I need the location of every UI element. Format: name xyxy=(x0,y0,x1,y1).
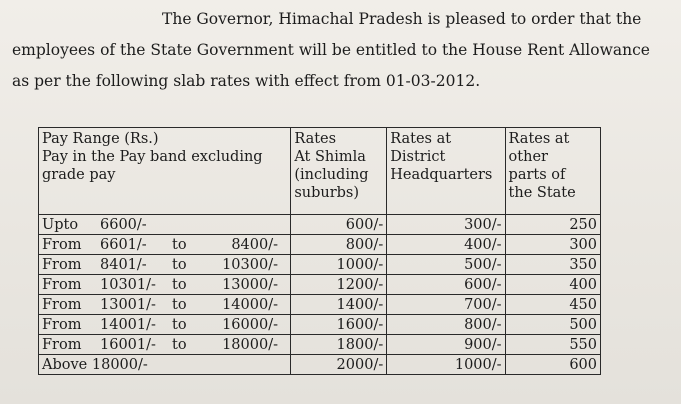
range-to-word: to xyxy=(172,256,187,273)
range-from: 8401/- xyxy=(100,256,147,273)
shimla-rate: 600/- xyxy=(291,215,387,235)
header-district xyxy=(387,128,505,215)
header-other xyxy=(505,128,600,215)
table-row xyxy=(39,295,601,315)
shimla-rate: 1800/- xyxy=(291,335,387,355)
header-shimla-line: suburbs) xyxy=(294,185,360,201)
header-shimla-line: At Shimla xyxy=(294,149,366,165)
range-to-word: to xyxy=(172,296,187,313)
header-shimla-line: (including xyxy=(294,167,369,183)
table-row xyxy=(39,255,601,275)
notice-paragraph xyxy=(12,4,676,97)
range-label: Above 18000/- xyxy=(42,356,148,373)
range-to-word: to xyxy=(172,276,187,293)
range-to-word: to xyxy=(172,336,187,353)
range-to: 13000/- xyxy=(222,276,278,293)
range-to: 14000/- xyxy=(222,296,278,313)
pay-range-cell xyxy=(39,315,291,335)
other-rate: 500 xyxy=(505,315,600,335)
range-label: From xyxy=(42,336,82,353)
other-rate: 300 xyxy=(505,235,600,255)
range-from: 10301/- xyxy=(100,276,156,293)
pay-range-cell xyxy=(39,255,291,275)
shimla-rate: 1400/- xyxy=(291,295,387,315)
range-label: From xyxy=(42,276,82,293)
pay-range-cell xyxy=(39,275,291,295)
other-rate: 350 xyxy=(505,255,600,275)
district-rate: 800/- xyxy=(387,315,505,335)
header-district-line: Rates at xyxy=(390,131,452,147)
header-district-line: Headquarters xyxy=(390,167,493,183)
range-from: 13001/- xyxy=(100,296,156,313)
shimla-rate: 800/- xyxy=(291,235,387,255)
table-header-row xyxy=(39,128,601,215)
header-pay-range-line: Pay in the Pay band excluding xyxy=(42,149,263,165)
district-rate: 900/- xyxy=(387,335,505,355)
district-rate: 700/- xyxy=(387,295,505,315)
range-from: 16001/- xyxy=(100,336,156,353)
pay-range-cell xyxy=(39,295,291,315)
other-rate: 400 xyxy=(505,275,600,295)
range-label: From xyxy=(42,316,82,333)
pay-range-cell xyxy=(39,215,291,235)
range-to-word: to xyxy=(172,236,187,253)
shimla-rate: 2000/- xyxy=(291,355,387,375)
table-row xyxy=(39,315,601,335)
other-rate: 250 xyxy=(505,215,600,235)
notice-line-2: employees of the State Government will be entitled to the House Rent Allowance xyxy=(12,41,650,59)
shimla-rate: 1000/- xyxy=(291,255,387,275)
pay-range-cell xyxy=(39,335,291,355)
notice-line-3: as per the following slab rates with effect from 01-03-2012. xyxy=(12,72,481,90)
table-row xyxy=(39,235,601,255)
table-row xyxy=(39,355,601,375)
other-rate: 450 xyxy=(505,295,600,315)
shimla-rate: 1600/- xyxy=(291,315,387,335)
header-pay-range-line: grade pay xyxy=(42,167,116,183)
range-label: From xyxy=(42,236,82,253)
pay-range-cell xyxy=(39,355,291,375)
district-rate: 600/- xyxy=(387,275,505,295)
range-to-word: to xyxy=(172,316,187,333)
range-to: 10300/- xyxy=(222,256,278,273)
header-other-line: the State xyxy=(508,185,576,201)
table-row xyxy=(39,275,601,295)
hra-rates-table xyxy=(38,127,601,375)
range-label: From xyxy=(42,256,82,273)
range-label: From xyxy=(42,296,82,313)
other-rate: 550 xyxy=(505,335,600,355)
header-shimla xyxy=(291,128,387,215)
header-other-line: other xyxy=(508,149,548,165)
header-other-line: Rates at xyxy=(508,131,570,147)
table-row xyxy=(39,335,601,355)
range-from: 6600/- xyxy=(100,216,147,233)
pay-range-cell xyxy=(39,235,291,255)
district-rate: 300/- xyxy=(387,215,505,235)
table-row xyxy=(39,215,601,235)
range-from: 14001/- xyxy=(100,316,156,333)
shimla-rate: 1200/- xyxy=(291,275,387,295)
notice-line-1: The Governor, Himachal Pradesh is pleased to order that the xyxy=(162,10,642,28)
header-pay-range-line: Pay Range (Rs.) xyxy=(42,131,159,147)
header-shimla-line: Rates xyxy=(294,131,337,147)
range-label: Upto xyxy=(42,216,79,233)
range-to: 18000/- xyxy=(222,336,278,353)
district-rate: 400/- xyxy=(387,235,505,255)
other-rate: 600 xyxy=(505,355,600,375)
range-from: 6601/- xyxy=(100,236,147,253)
header-district-line: District xyxy=(390,149,446,165)
range-to: 8400/- xyxy=(231,236,278,253)
district-rate: 1000/- xyxy=(387,355,505,375)
district-rate: 500/- xyxy=(387,255,505,275)
header-other-line: parts of xyxy=(508,167,566,183)
range-to: 16000/- xyxy=(222,316,278,333)
header-pay-range xyxy=(39,128,291,215)
